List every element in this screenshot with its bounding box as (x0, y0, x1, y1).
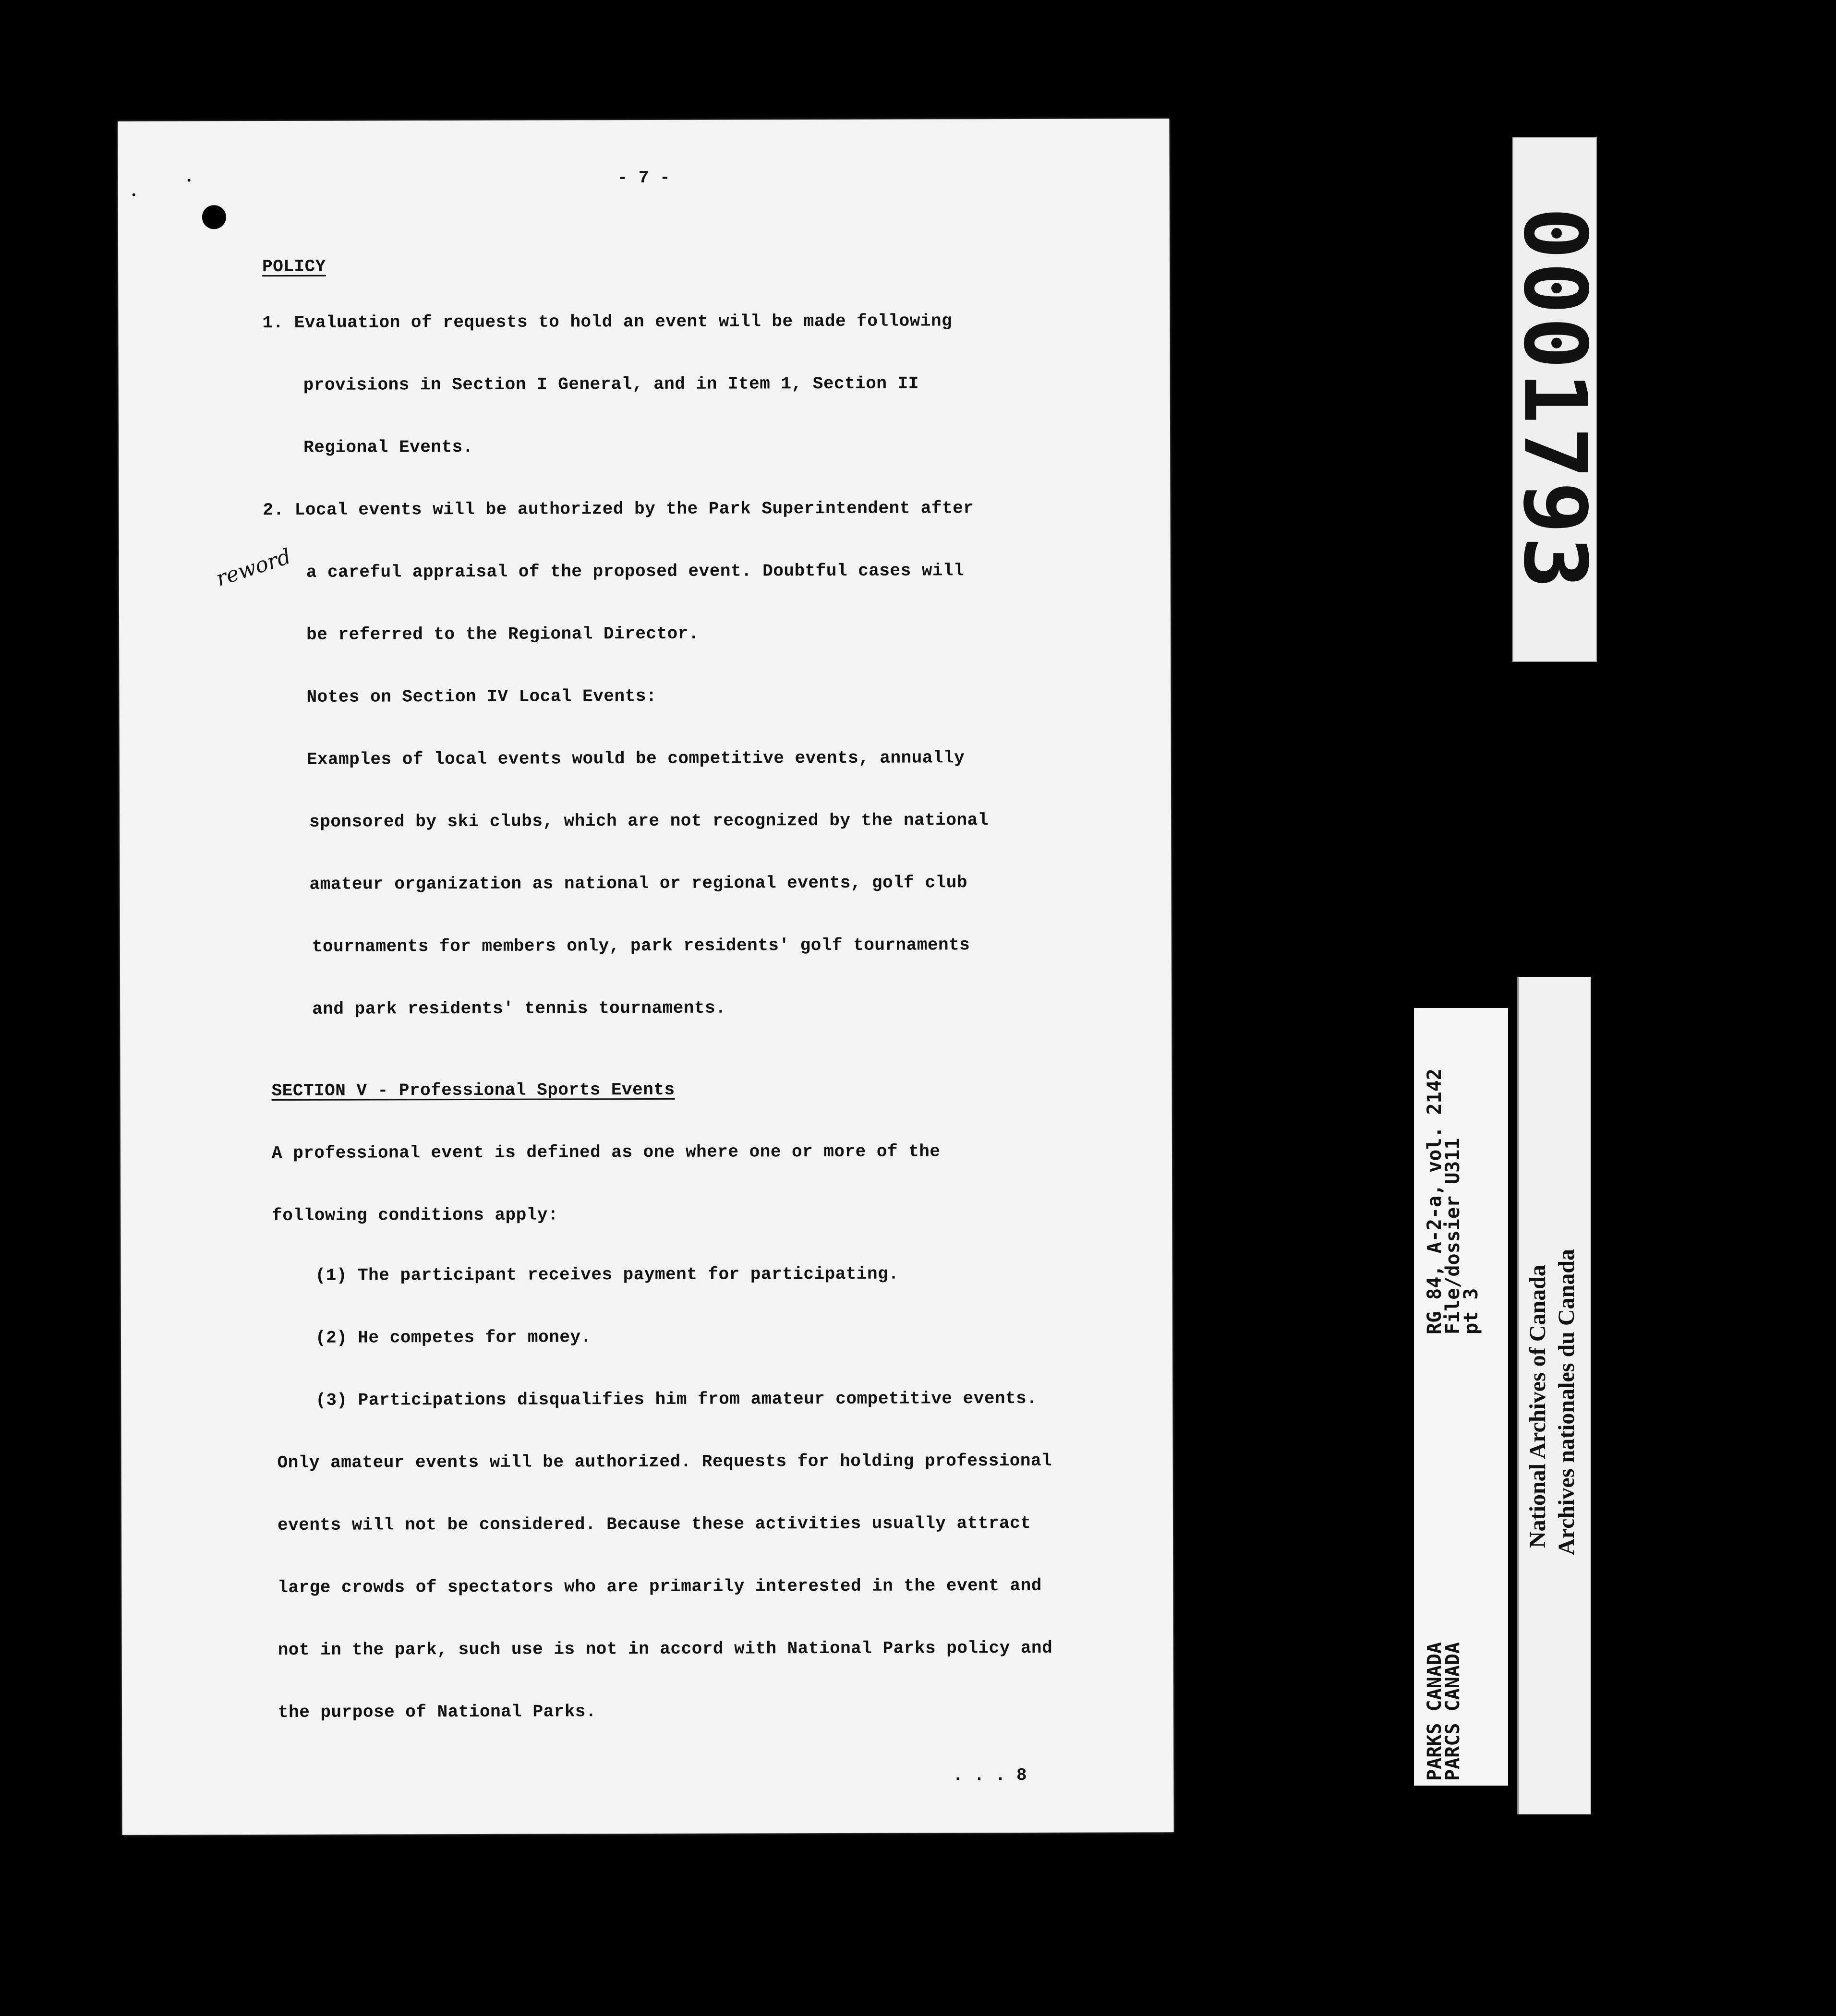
section-v-heading: SECTION V - Professional Sports Events (271, 1080, 675, 1101)
reference-line: RG 84, A-2-a, vol. 2142 (1424, 1068, 1446, 1334)
archives-line: Archives nationales du Canada (1554, 1249, 1579, 1555)
ink-speck (188, 179, 191, 181)
policy-line: Regional Events. (303, 437, 473, 457)
section-v-intro: following conditions apply: (272, 1205, 559, 1226)
continuation-marker: . . . 8 (953, 1765, 1027, 1786)
policy-line: a careful appraisal of the proposed event. Doubtful cases will (306, 561, 965, 582)
policy-line: Examples of local events would be competitive events, annually (306, 748, 965, 769)
closing-line: large crowds of spectators who are primarily interested in the event and (278, 1575, 1042, 1598)
page-number: - 7 - (617, 168, 671, 188)
handwritten-annotation: reword (213, 544, 294, 591)
archive-reference-label (1414, 1008, 1508, 1786)
policy-line: and park residents' tennis tournaments. (312, 998, 726, 1019)
policy-line: 2. Local events will be authorized by the Park Superintendent after (263, 498, 974, 520)
policy-line: provisions in Section I General, and in Item 1, Section II (303, 373, 919, 395)
policy-line: 1. Evaluation of requests to hold an event will be made following (262, 311, 953, 333)
national-archives-label (1517, 977, 1591, 1814)
reference-line: pt 3 (1460, 1288, 1482, 1334)
policy-heading: POLICY (262, 256, 326, 277)
reference-line: File/dossier U311 (1442, 1138, 1464, 1334)
agency-line: PARKS CANADA (1424, 1642, 1446, 1781)
policy-line: be referred to the Regional Director. (306, 624, 700, 645)
ink-speck (133, 193, 135, 196)
microfilm-frame-number (1504, 137, 1605, 662)
frame-number: 0001793 (1504, 207, 1605, 592)
notes-heading: Notes on Section IV Local Events: (306, 686, 657, 707)
policy-line: amateur organization as national or regional events, golf club (309, 873, 967, 894)
closing-line: events will not be considered. Because these activities usually attract (277, 1513, 1031, 1536)
policy-line: tournaments for members only, park residents' golf tournaments (312, 935, 970, 957)
closing-line: not in the park, such use is not in accord with National Parks policy and (278, 1638, 1053, 1660)
ink-spot (202, 205, 226, 229)
condition-item: (3) Participations disqualifies him from amateur competitive events. (315, 1388, 1038, 1410)
document-page (118, 119, 1173, 1835)
archives-line: National Archives of Canada (1525, 1265, 1550, 1548)
closing-line: Only amateur events will be authorized. Requests for holding professional (277, 1451, 1052, 1473)
condition-item: (2) He competes for money. (315, 1327, 592, 1348)
condition-item: (1) The participant receives payment for participating. (315, 1264, 899, 1285)
closing-line: the purpose of National Parks. (278, 1702, 597, 1723)
section-v-intro: A professional event is defined as one where one or more of the (271, 1141, 941, 1164)
agency-line: PARCS CANADA (1442, 1642, 1464, 1781)
policy-line: sponsored by ski clubs, which are not recognized by the national (309, 810, 989, 832)
